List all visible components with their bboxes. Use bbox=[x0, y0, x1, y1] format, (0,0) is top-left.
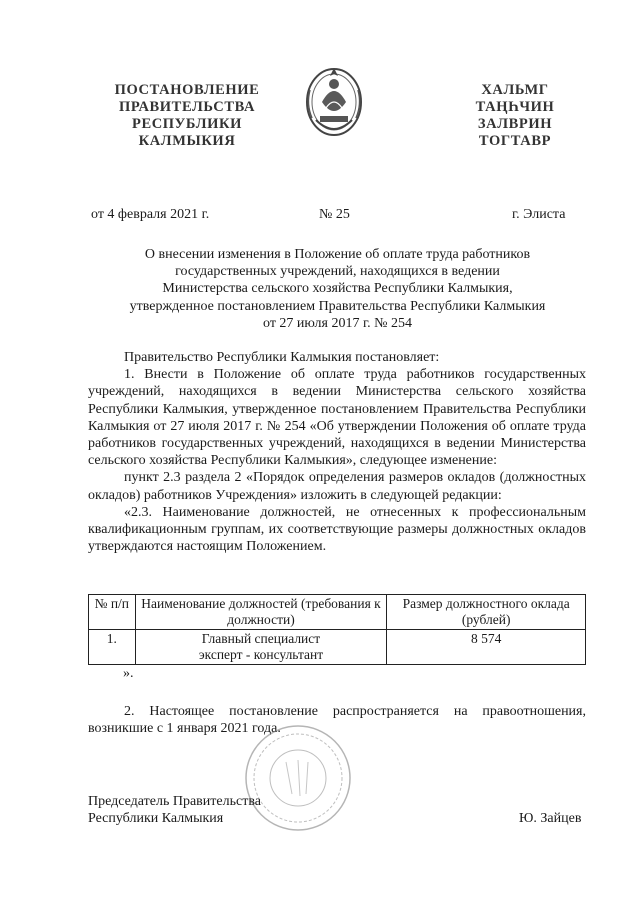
closing-quote: ». bbox=[123, 666, 134, 681]
positions-table bbox=[88, 594, 586, 665]
paragraph-4: 2. Настоящее постановление распространяется на правоотношения, возникшие с 1 января 2021 года. bbox=[88, 704, 586, 737]
paragraph-3: «2.3. Наименование должностей, не отнесенных к профессиональным квалификационным группам, их соответствующие размеры должностных окладов утверждаются настоящим Положением. bbox=[88, 504, 586, 555]
header-right-line: ТОГТАВР bbox=[478, 133, 552, 149]
header-right-line: ЗАЛВРИН bbox=[477, 116, 553, 132]
title-line: утвержденное постановлением Правительства Республики Калмыкия bbox=[129, 298, 546, 314]
table-header-row bbox=[89, 595, 586, 630]
title-line: от 27 июля 2017 г. № 254 bbox=[263, 315, 412, 331]
position-name-line: эксперт - консультант bbox=[198, 647, 324, 662]
title-line: государственных учреждений, находящихся в ведении bbox=[175, 264, 500, 280]
signatory-position-line: Председатель Правительства bbox=[88, 794, 261, 809]
paragraph-intro: Правительство Республики Калмыкия постановляет: bbox=[124, 350, 440, 365]
table-cell-salary: 8 574 bbox=[387, 630, 586, 665]
document-number: № 25 bbox=[319, 207, 350, 222]
table-header-cell: Наименование должностей (требования к должности) bbox=[135, 595, 387, 630]
document-date: от 4 февраля 2021 г. bbox=[91, 207, 210, 222]
header-left-title bbox=[98, 82, 276, 150]
position-name-line: Главный специалист bbox=[201, 631, 321, 646]
paragraph-2: пункт 2.3 раздела 2 «Порядок определения размеров окладов (должностных окладов) работников Учреждения» изложить в следующей редакции: bbox=[88, 470, 586, 503]
header-right-title bbox=[455, 82, 575, 150]
header-right-line: ТАҢҺЧИН bbox=[475, 99, 555, 115]
body-text bbox=[88, 349, 586, 555]
signatory-position bbox=[88, 793, 261, 827]
signatory-position-line: Республики Калмыкия bbox=[88, 811, 224, 826]
document-city: г. Элиста bbox=[512, 207, 566, 222]
header-left-line: ПОСТАНОВЛЕНИЕ bbox=[114, 82, 260, 98]
table-cell-position bbox=[135, 630, 387, 665]
title-line: О внесении изменения в Положение об оплате труда работников bbox=[144, 247, 531, 262]
table-header-cell: № п/п bbox=[89, 595, 136, 630]
table-cell-number: 1. bbox=[89, 630, 136, 665]
header-left-line: КАЛМЫКИЯ bbox=[138, 133, 236, 149]
paragraph-1: 1. Внести в Положение об оплате труда работников государственных учреждений, находящихся в ведении Министерства сельского хозяйства Республики Калмыкия, утвержденное постановлением Правительства Республики Калмыкия от 27 июля 2017 г. № 254 «Об утверждении Положения об оплате труда работников государственных учреждений, находящихся в ведении Министерства сельского хозяйства Республики Калмыкия», следующее изменение: bbox=[88, 367, 586, 469]
signatory-name: Ю. Зайцев bbox=[519, 811, 582, 826]
header-left-line: РЕСПУБЛИКИ bbox=[131, 116, 243, 132]
table-row bbox=[89, 630, 586, 665]
header-right-line: ХАЛЬМГ bbox=[481, 82, 549, 98]
title-line: Министерства сельского хозяйства Республики Калмыкия, bbox=[162, 281, 513, 297]
header-left-line: ПРАВИТЕЛЬСТВА bbox=[118, 99, 256, 115]
coat-of-arms-emblem-icon bbox=[302, 60, 366, 142]
document-title bbox=[95, 246, 580, 332]
table-header-cell: Размер должностного оклада (рублей) bbox=[387, 595, 586, 630]
